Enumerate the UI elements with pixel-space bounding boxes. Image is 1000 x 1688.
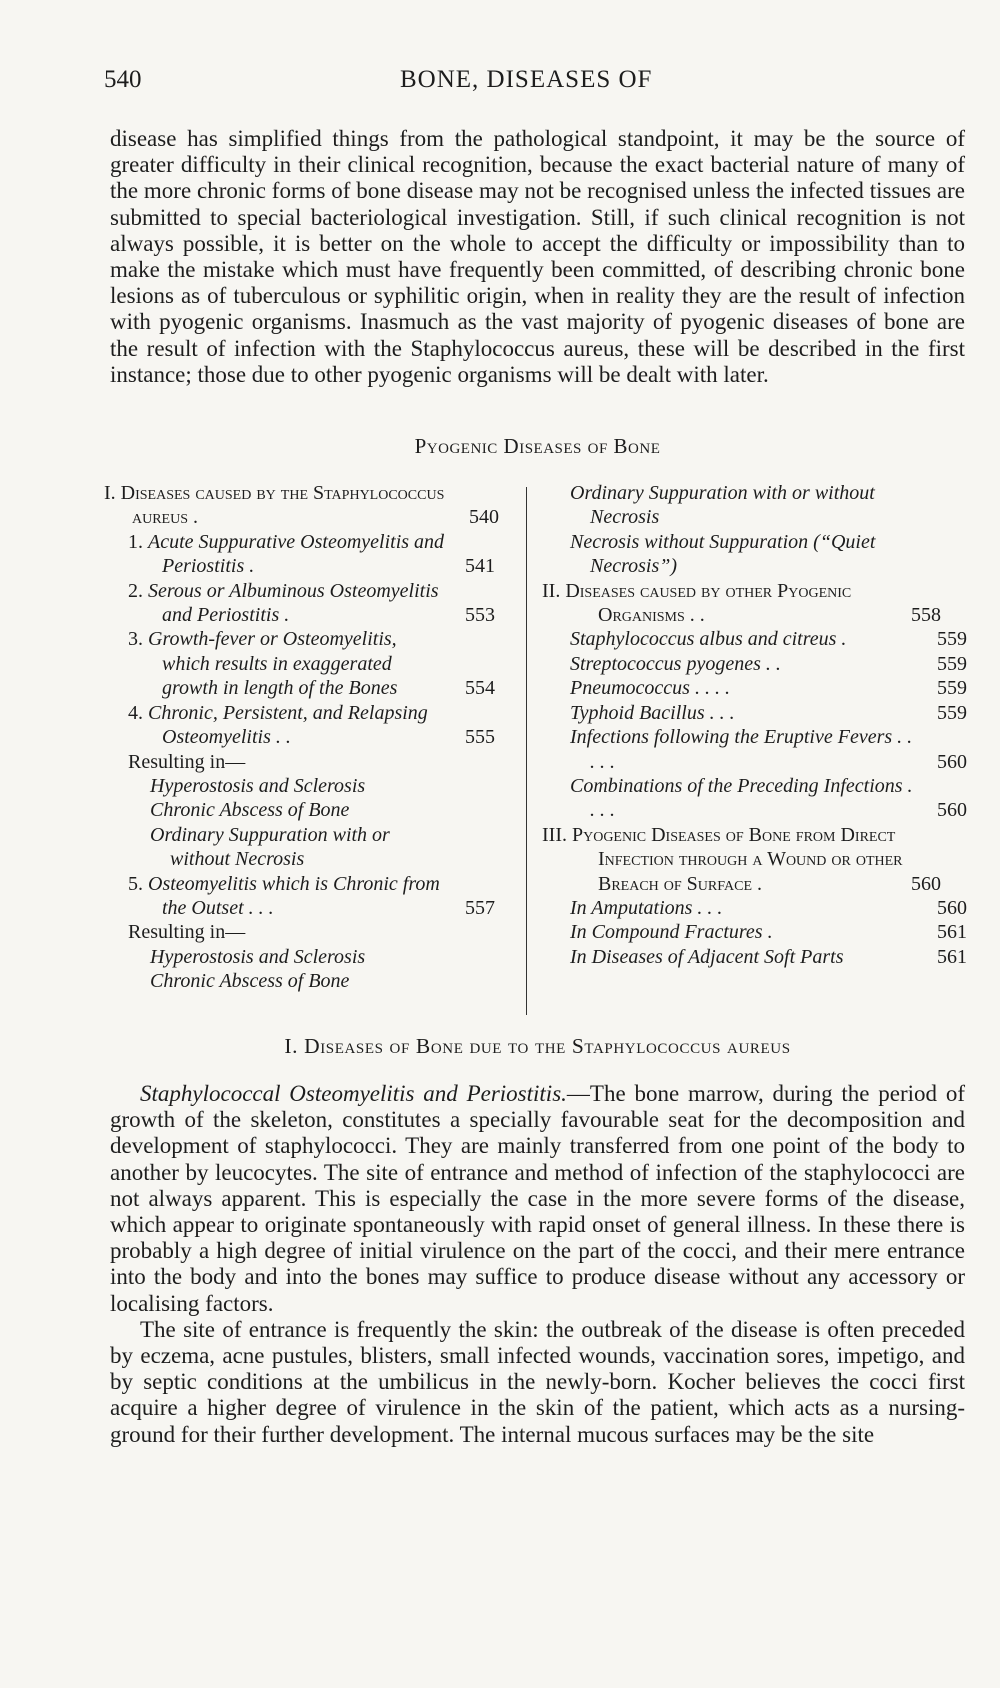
contents-entry-title: In Diseases of Adjacent Soft Parts (570, 945, 844, 968)
contents-entry (104, 481, 499, 530)
contents-entry-title: Chronic Abscess of Bone (150, 799, 350, 822)
contents-entry-title: Combinations of the Preceding Infections . . . . (570, 774, 913, 822)
contents-title: Pyogenic Diseases of Bone (414, 434, 661, 459)
contents-entry-text (570, 896, 915, 920)
contents-entry-text (128, 579, 447, 628)
contents-entry-text (570, 481, 915, 530)
contents-entry-text (128, 920, 447, 944)
contents-entry (104, 969, 499, 993)
paragraph-1-body: —The bone marrow, during the period of growth of the skeleton, constitutes a specially favourable seat for the decomposition and development of staphylococci. They are mainly transferred from one point of the body to another by leucocytes. The site of entrance and method of infection of the staphylococci are not always apparent. This is especially the case in the more severe forms of the disease, which appear to originate spontaneously with rapid onset of general illness. In these there is probably a high degree of initial virulence on the part of the cocci, and their mere entrance into the body and into the bones may suffice to produce disease without any accessory or localising factors. (110, 1081, 965, 1316)
contents-entry-page: 559 (937, 677, 967, 700)
contents-entry (542, 774, 967, 823)
contents-entry-text (570, 920, 915, 944)
contents-entry-text (570, 945, 915, 969)
column-divider (526, 487, 527, 1015)
contents-entry-page: 560 (937, 750, 967, 773)
contents-entry: 1. Acute Suppurative Osteomyelitis and Periostitis . 541 (128, 530, 495, 578)
contents-entry: 5. Osteomyelitis which is Chronic from the Outset . . . 557 (128, 872, 495, 919)
contents-entry-text (150, 823, 447, 872)
contents-entry-title: Staphylococcus albus and citreus . (570, 628, 847, 651)
contents-entry-title: III. Pyogenic Diseases of Bone from Direct Infection through a Wound or other Breach of Surface . (542, 823, 903, 895)
paragraph-1 (110, 1081, 965, 1317)
contents-entry-text (542, 823, 915, 896)
contents-entry (542, 530, 967, 579)
contents-entry-title: In Compound Fractures . (570, 921, 773, 944)
contents-entry (542, 627, 967, 651)
contents-entry-title: Resulting in— (128, 921, 246, 944)
running-head (104, 64, 965, 104)
contents-entry-text (150, 945, 447, 969)
contents-entry-text (128, 701, 447, 750)
contents-entry-title: Osteomyelitis which is Chronic from the Outset . . . (148, 872, 440, 919)
contents-entry-page: 560 (937, 896, 967, 919)
contents-entry (542, 676, 967, 700)
contents-entry-text (542, 579, 915, 628)
contents-entry-text (128, 530, 447, 579)
contents-entry (104, 920, 499, 944)
contents-entry-title: II. Diseases caused by other Pyogenic Organisms . . (542, 579, 852, 627)
contents-entry-page: 559 (937, 628, 967, 651)
contents-entry-text (570, 701, 915, 725)
contents-entry (104, 774, 499, 798)
contents-entry-page: 559 (937, 701, 967, 724)
contents-entry-page: 560 (937, 799, 967, 822)
contents-entry-title: Chronic Abscess of Bone (150, 970, 350, 993)
contents-entry-text (128, 627, 447, 700)
contents-entry-page: 540 (469, 506, 499, 529)
contents-entry-number: 1. (128, 530, 148, 553)
contents-entry-title: Ordinary Suppuration with or without Necrosis (150, 823, 390, 871)
contents-entry-text (570, 676, 915, 700)
contents-entry-title: I. Diseases caused by the Staphylococcus aureus . (104, 482, 445, 529)
contents-entry: 2. Serous or Albuminous Osteomyelitis and Periostitis . 553 (128, 579, 495, 627)
contents-entry (542, 920, 967, 944)
contents-left-column (104, 481, 499, 994)
contents-entry-title: Hyperostosis and Sclerosis (150, 774, 366, 797)
contents-entry (542, 701, 967, 725)
contents-entry-text (570, 652, 915, 676)
contents-entry-number: 3. (128, 628, 148, 651)
contents-entry (104, 823, 499, 872)
paragraph-2: The site of entrance is frequently the skin: the outbreak of the disease is often preceded by eczema, acne pustules, blisters, small infected wounds, vaccination sores, impetigo, and by septic conditions at the umbilicus in the newly-born. Kocher believes the cocci first acquire a higher degree of virulence in the skin of the patient, which acts as a nursing-ground for their further development. The internal mucous surfaces may be the site (110, 1316, 965, 1447)
paragraph-1-lead: Staphylococcal Osteomyelitis and Periostitis. (140, 1081, 567, 1107)
contents-entry-title: Necrosis without Suppuration (“Quiet Necrosis”) (570, 530, 876, 578)
contents-entry-text (150, 798, 447, 822)
contents-entry (104, 750, 499, 774)
intro-paragraph: disease has simplified things from the pathological standpoint, it may be the source of greater difficulty in their clinical recognition, because the exact bacterial nature of many of the more chronic forms of bone disease may not be recognised unless the infected tissues are submitted to special bacteriological investigation. Still, if such clinical recognition is not always possible, it is better on the whole to accept the difficulty or impossibility than to make the mistake which must have frequently been committed, of describing chronic bone lesions as of tuberculous or syphilitic origin, when in reality they are the result of infection with pyogenic organisms. Inasmuch as the vast majority of pyogenic diseases of bone are the result of infection with the Staphylococcus aureus, these will be described in the first instance; those due to other pyogenic organisms will be dealt with later. (110, 126, 965, 387)
contents-entry-title: Ordinary Suppuration with or without Necrosis (570, 482, 875, 529)
contents-entry (542, 652, 967, 676)
contents-entry-page: 561 (937, 945, 967, 968)
contents-entry-number: 5. (128, 872, 148, 895)
contents-entry-page: 559 (937, 652, 967, 675)
contents-entry (104, 798, 499, 822)
contents-entry-text (570, 725, 915, 774)
contents-entry-title: Hyperostosis and Sclerosis (150, 945, 366, 968)
contents-entry-text (570, 627, 915, 651)
contents-entry-title: Serous or Albuminous Osteomyelitis and Periostitis . (148, 579, 439, 627)
contents-entry-text (104, 481, 447, 530)
page-number: 540 (104, 66, 142, 93)
contents-entry-title: Growth-fever or Osteomyelitis, which results in exaggerated growth in length of the Bones (148, 628, 398, 700)
contents-entry-text (570, 530, 915, 579)
contents-entry-title: Infections following the Eruptive Fevers . . . . . (570, 726, 913, 773)
contents-entry-title: Streptococcus pyogenes . . (570, 652, 781, 675)
contents-entry (104, 945, 499, 969)
contents-entry (542, 481, 967, 530)
section-heading: I. Diseases of Bone due to the Staphylococcus aureus (284, 1034, 791, 1059)
contents-entry-page: 561 (937, 921, 967, 944)
contents-entry-title: In Amputations . . . (570, 896, 723, 919)
contents-entry (542, 945, 967, 969)
contents-entry: 4. Chronic, Persistent, and Relapsing Osteomyelitis . . 555 (128, 701, 495, 749)
contents-entry-title: Chronic, Persistent, and Relapsing Osteomyelitis . . (148, 701, 428, 749)
contents-entry-title: Resulting in— (128, 750, 246, 773)
contents-entry-number: 2. (128, 579, 148, 602)
contents-right-column (542, 481, 967, 969)
contents-entry: 3. Growth-fever or Osteomyelitis, which results in exaggerated growth in length of the Bones 554 (128, 628, 495, 700)
contents-entry-number: 4. (128, 701, 148, 724)
contents-entry-text (570, 774, 915, 823)
contents-entry-text (128, 750, 447, 774)
contents-entry-title: Typhoid Bacillus . . . (570, 701, 735, 724)
contents-entry (542, 725, 967, 774)
book-page (104, 64, 967, 1664)
running-title: BONE, DISEASES OF (400, 66, 653, 93)
contents-entry-text (150, 969, 447, 993)
contents-entry (542, 896, 967, 920)
contents-entry: II. Diseases caused by other Pyogenic Organisms . . 558 (542, 579, 941, 627)
contents-entry: III. Pyogenic Diseases of Bone from Direct Infection through a Wound or other Breach of Surface . 560 (542, 823, 941, 895)
contents-entry-title: Acute Suppurative Osteomyelitis and Periostitis . (148, 530, 445, 578)
contents-entry-title: Pneumococcus . . . . (570, 677, 730, 700)
contents-entry-text (128, 872, 447, 921)
contents-entry-text (150, 774, 447, 798)
contents-table (104, 481, 967, 1016)
